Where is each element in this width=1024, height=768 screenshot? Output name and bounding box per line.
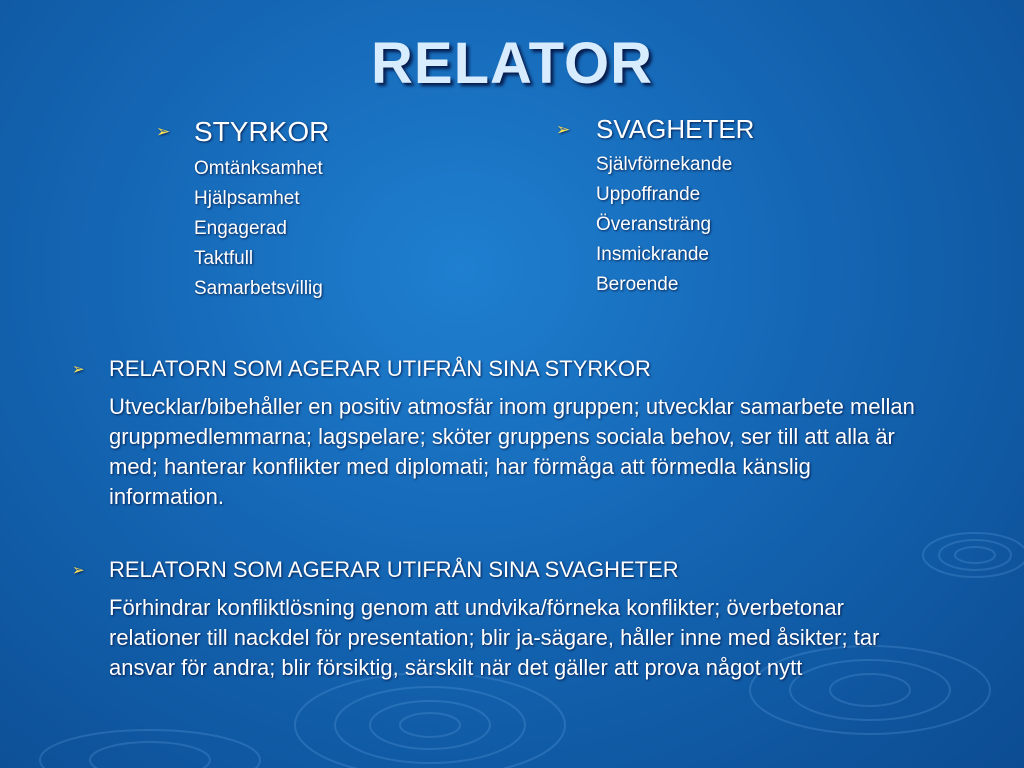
list-item: Självförnekande (596, 154, 733, 175)
list-item: Uppoffrande (596, 184, 701, 205)
arrow-bullet-icon: ➢ (156, 122, 171, 141)
weaknesses-heading: SVAGHETER (596, 114, 755, 144)
list-item: Insmickrande (596, 244, 709, 265)
strengths-heading-row (156, 116, 329, 148)
weaknesses-heading-row (556, 114, 754, 145)
list-item: Hjälpsamhet (194, 188, 300, 209)
strengths-heading: STYRKOR (194, 116, 330, 147)
weaknesses-column (556, 114, 754, 300)
list-item: Samarbetsvillig (194, 278, 323, 299)
list-item: Taktfull (194, 248, 254, 269)
list-item: Omtänksamhet (194, 158, 323, 179)
list-item: Engagerad (194, 218, 287, 239)
arrow-bullet-icon: ➢ (556, 119, 571, 139)
weaknesses-list (596, 150, 754, 300)
section-body: Utvecklar/bibehåller en positiv atmosfär inom gruppen; utvecklar samarbete mellan gruppmedlemmarna; lagspelare; sköter gruppens sociala behov, ser till att alla är med; hanterar konflikter med diplomati; har förmåga att förmedla känslig information. (109, 394, 915, 509)
weaknesses-behavior-section (72, 557, 932, 683)
section-body: Förhindrar konfliktlösning genom att undvika/förneka konflikter; överbetonar relationer till nackdel för presentation; blir ja-sägare, håller inne med åsikter; tar ansvar för andra; blir försiktig, särskilt när det gäller att prova något nytt (109, 595, 880, 680)
section-heading-row (72, 356, 932, 382)
strengths-column (156, 116, 329, 304)
arrow-bullet-icon: ➢ (72, 361, 85, 378)
strengths-list (194, 154, 329, 304)
section-heading: RELATORN SOM AGERAR UTIFRÅN SINA SVAGHETER (109, 557, 679, 582)
arrow-bullet-icon: ➢ (72, 562, 85, 579)
list-item: Beroende (596, 274, 679, 295)
strengths-behavior-section (72, 356, 932, 512)
slide-title: RELATOR (371, 31, 653, 96)
list-item: Överansträng (596, 214, 712, 235)
section-heading-row (72, 557, 932, 583)
section-heading: RELATORN SOM AGERAR UTIFRÅN SINA STYRKOR (109, 356, 651, 381)
